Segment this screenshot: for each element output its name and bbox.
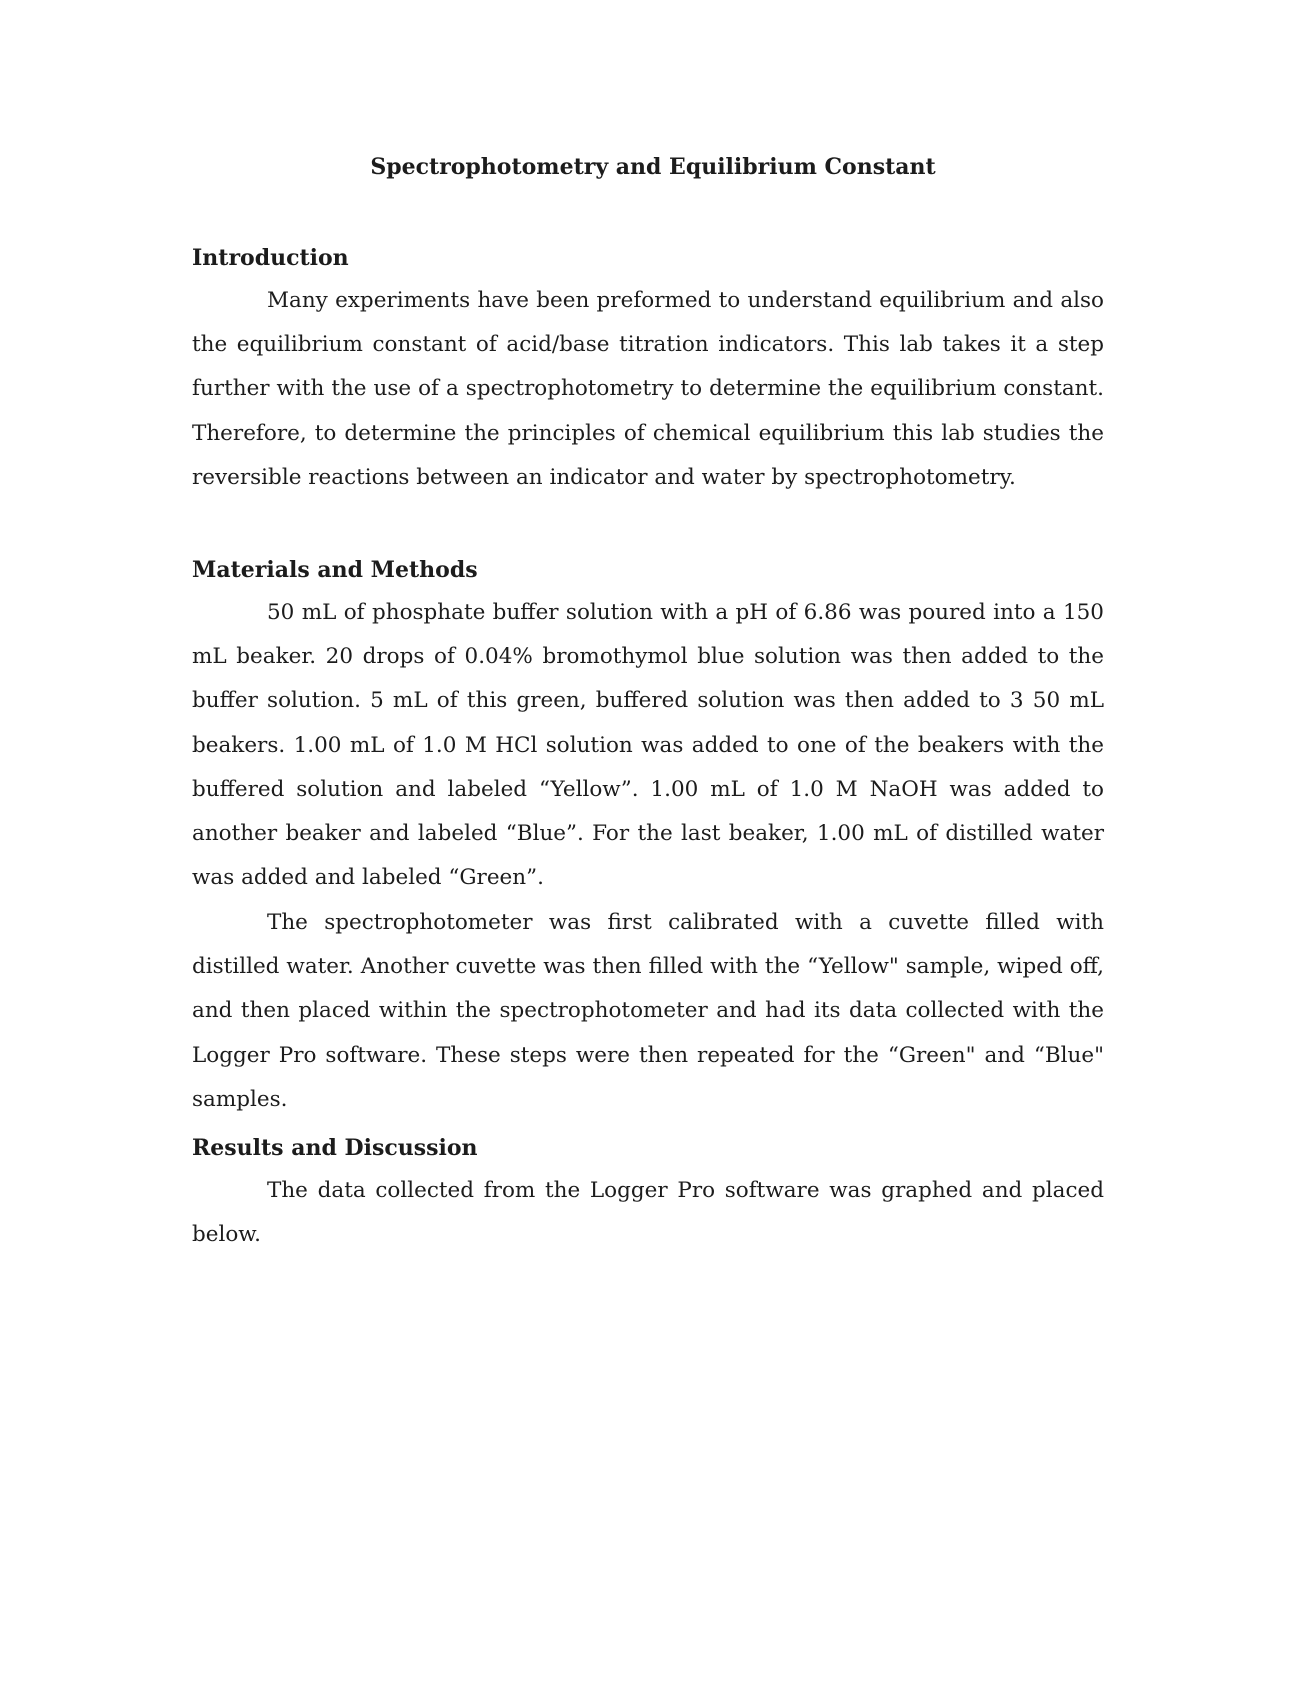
materials-methods-paragraph-1: 50 mL of phosphate buffer solution with a pH of 6.86 was poured into a 150 mL beaker. 20 drops of 0.04% bromothymol blue solution was then added to the buffer solution. 5 mL of this green, buffered solution was then added to 3 50 mL beakers. 1.00 mL of 1.0 M HCl solution was added to one of the beakers with the buffered solution and labeled “Yellow”. 1.00 mL of 1.0 M NaOH was added to another beaker and labeled “Blue”. For the last beaker, 1.00 mL of distilled water was added and labeled “Green”. <box>192 600 1104 891</box>
section-heading-introduction: Introduction <box>192 245 349 271</box>
introduction-paragraph: Many experiments have been preformed to understand equilibrium and also the equilibrium constant of acid/base titration indicators. This lab takes it a step further with the use of a spectrophotometry to determine the equilibrium constant. Therefore, to determine the principles of chemical equilibrium this lab studies the reversible reactions between an indicator and water by spectrophotometry. <box>192 288 1104 490</box>
results-discussion-paragraph: The data collected from the Logger Pro software was graphed and placed below. <box>192 1178 1104 1248</box>
section-heading-materials-and-methods: Materials and Methods <box>192 557 478 583</box>
section-heading-results-and-discussion: Results and Discussion <box>192 1135 478 1161</box>
materials-methods-paragraph-2: The spectrophotometer was first calibrated with a cuvette filled with distilled water. Another cuvette was then filled with the “Yellow" sample, wiped off, and then placed within the spectrophotometer and had its data collected with the Logger Pro software. These steps were then repeated for the “Green" and “Blue" samples. <box>192 910 1104 1112</box>
document-title: Spectrophotometry and Equilibrium Constant <box>370 154 936 180</box>
